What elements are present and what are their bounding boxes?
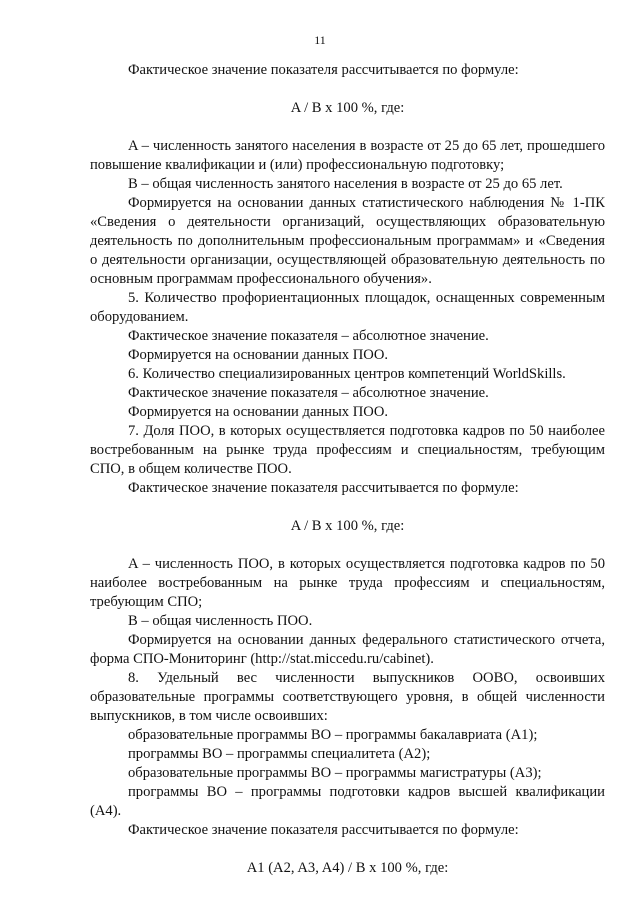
definition-b: B – общая численность занятого населения в возрасте от 25 до 65 лет.: [128, 176, 563, 192]
list-item: образовательные программы ВО – программы бакалавриата (A1);: [128, 727, 538, 743]
formula: A / B x 100 %, где:: [290, 100, 405, 116]
list-item: программы ВО – программы специалитета (A2);: [128, 746, 431, 762]
data-source: Формируется на основании данных федерального статистического отчета, форма СПО-Мониторинг (http://stat.miccedu.ru/cabinet).: [90, 632, 605, 667]
definition-b: B – общая численность ПОО.: [128, 613, 313, 629]
formula-intro: Фактическое значение показателя рассчитывается по формуле:: [128, 822, 519, 838]
data-source: Формируется на основании данных статистического наблюдения № 1-ПК «Сведения о деятельности организаций, осуществляющих образовательную деятельность по дополнительным профессиональным программам» и «Сведения о деятельности организации, осуществляющей образовательную деятельность по основным программам профессионального обучения».: [90, 195, 605, 287]
formula: A1 (A2, A3, A4) / B x 100 %, где:: [246, 860, 449, 876]
list-item: программы ВО – программы подготовки кадров высшей квалификации (A4).: [90, 784, 605, 819]
definition-a: A – численность ПОО, в которых осуществляется подготовка кадров по 50 наиболее востребованным на рынке труда профессиям и специальностям, требующим СПО;: [90, 556, 605, 610]
value-type: Фактическое значение показателя – абсолютное значение.: [128, 328, 489, 344]
indicator-heading: 6. Количество специализированных центров компетенций WorldSkills.: [128, 366, 566, 382]
indicator-heading: 5. Количество профориентационных площадок, оснащенных современным оборудованием.: [90, 290, 605, 325]
indicator-heading: 7. Доля ПОО, в которых осуществляется подготовка кадров по 50 наиболее востребованным на рынке труда профессиям и специальностям, требующим СПО, в общем количестве ПОО.: [90, 423, 605, 477]
data-source: Формируется на основании данных ПОО.: [128, 404, 389, 420]
definition-a: A – численность занятого населения в возрасте от 25 до 65 лет, прошедшего повышение квалификации и (или) профессиональную подготовку;: [90, 138, 605, 173]
document-body: [90, 61, 605, 878]
formula-intro: Фактическое значение показателя рассчитывается по формуле:: [128, 480, 519, 496]
page-number: 11: [314, 33, 326, 47]
formula: A / B x 100 %, где:: [290, 518, 405, 534]
indicator-heading: 8. Удельный вес численности выпускников ООВО, освоивших образовательные программы соответствующего уровня, в общей численности выпускников, в том числе освоивших:: [90, 670, 605, 724]
value-type: Фактическое значение показателя – абсолютное значение.: [128, 385, 489, 401]
list-item: образовательные программы ВО – программы магистратуры (A3);: [128, 765, 542, 781]
data-source: Формируется на основании данных ПОО.: [128, 347, 389, 363]
formula-intro: Фактическое значение показателя рассчитывается по формуле:: [128, 62, 519, 78]
